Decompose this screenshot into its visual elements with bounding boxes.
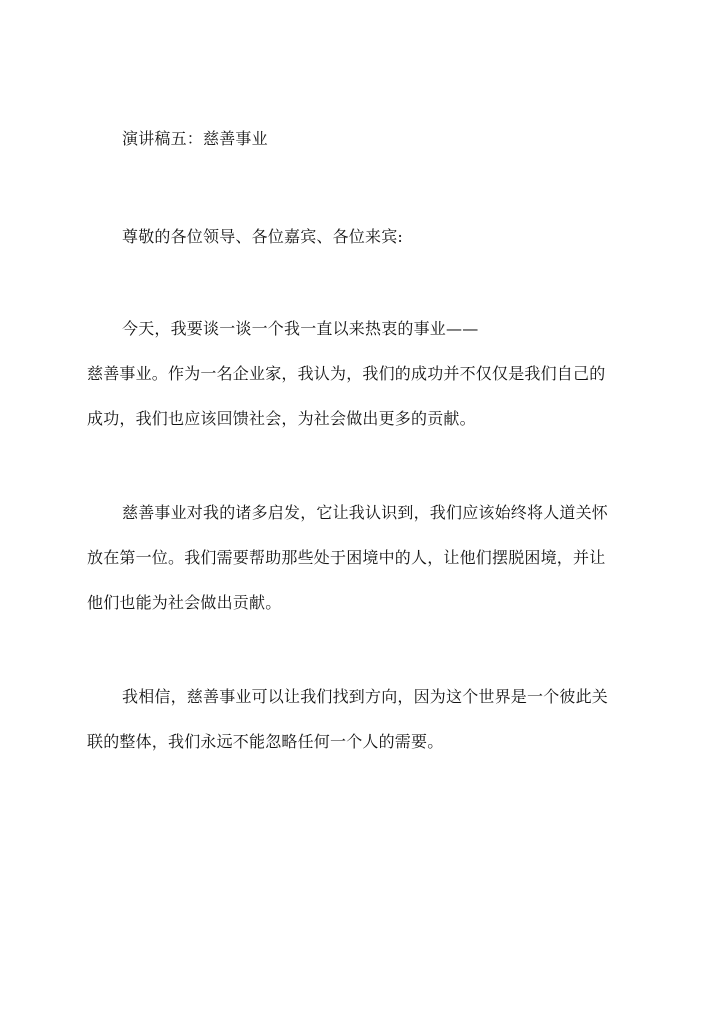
paragraph-3-line-2: 联的整体，我们永远不能忽略任何一个人的需要。: [87, 732, 444, 751]
paragraph-1-line-2: 慈善事业。作为一名企业家，我认为，我们的成功并不仅仅是我们自己的: [87, 364, 606, 383]
speech-title: 演讲稿五：慈善事业: [122, 129, 268, 148]
paragraph-2-line-3: 他们也能为社会做出贡献。: [87, 593, 282, 612]
paragraph-3-line-1: 我相信，慈善事业可以让我们找到方向，因为这个世界是一个彼此关: [122, 687, 609, 706]
paragraph-2-line-1: 慈善事业对我的诸多启发，它让我认识到，我们应该始终将人道关怀: [122, 503, 609, 522]
paragraph-2-line-2: 放在第一位。我们需要帮助那些处于困境中的人，让他们摆脱困境，并让: [87, 548, 606, 567]
salutation: 尊敬的各位领导、各位嘉宾、各位来宾:: [122, 227, 403, 246]
paragraph-1-line-3: 成功，我们也应该回馈社会，为社会做出更多的贡献。: [87, 409, 476, 428]
paragraph-1-line-1: 今天，我要谈一谈一个我一直以来热衷的事业——: [122, 319, 479, 338]
